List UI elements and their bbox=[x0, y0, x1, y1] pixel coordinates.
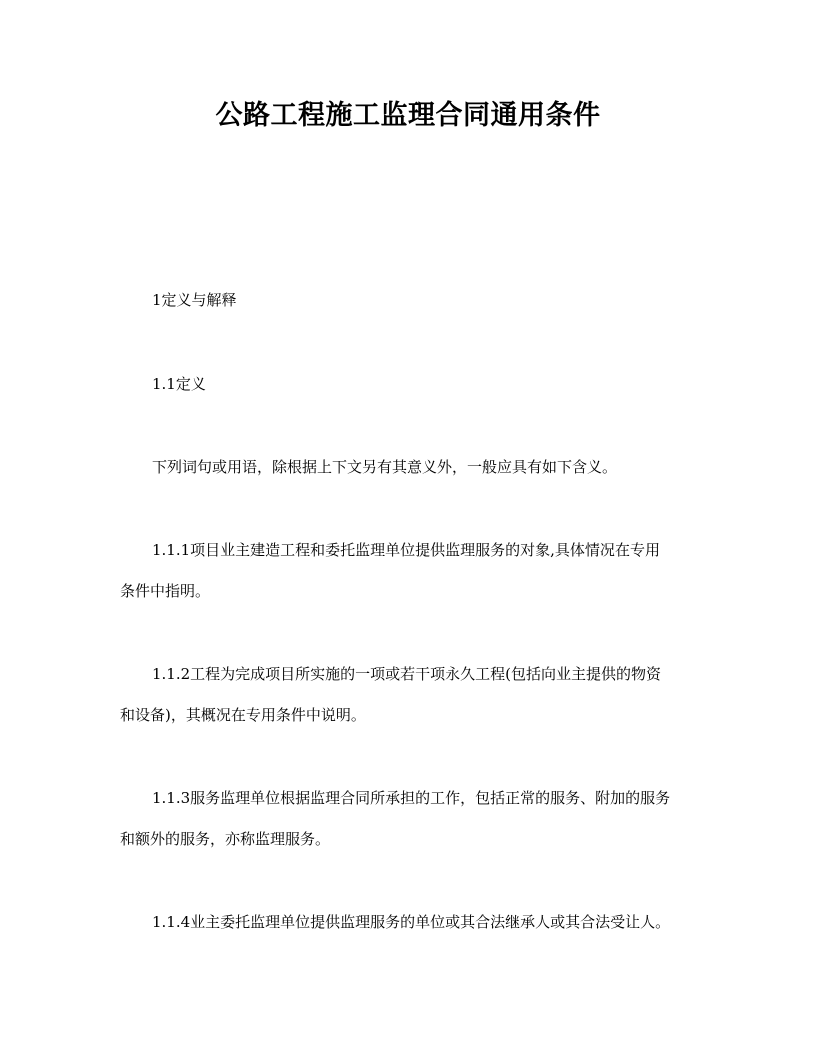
paragraph-continuation: 条件中指明。 bbox=[120, 582, 211, 600]
paragraph: 1.1.1项目业主建造工程和委托监理单位提供监理服务的对象,具体情况在专用 bbox=[152, 541, 660, 559]
paragraph: 1.1.2工程为完成项目所实施的一项或若干项永久工程(包括向业主提供的物资 bbox=[152, 665, 662, 683]
paragraph: 1.1.4业主委托监理单位提供监理服务的单位或其合法继承人或其合法受让人。 bbox=[152, 913, 671, 931]
paragraph: 1.1.3服务监理单位根据监理合同所承担的工作，包括正常的服务、附加的服务 bbox=[152, 789, 671, 807]
subsection-heading: 1.1定义 bbox=[152, 375, 206, 393]
section-heading: 1定义与解释 bbox=[152, 291, 237, 309]
paragraph-continuation: 和设备)，其概况在专用条件中说明。 bbox=[120, 706, 366, 724]
paragraph-continuation: 和额外的服务，亦称监理服务。 bbox=[120, 830, 331, 848]
document-title: 公路工程施工监理合同通用条件 bbox=[215, 100, 601, 131]
paragraph: 下列词句或用语，除根据上下文另有其意义外，一般应具有如下含义。 bbox=[152, 458, 618, 476]
